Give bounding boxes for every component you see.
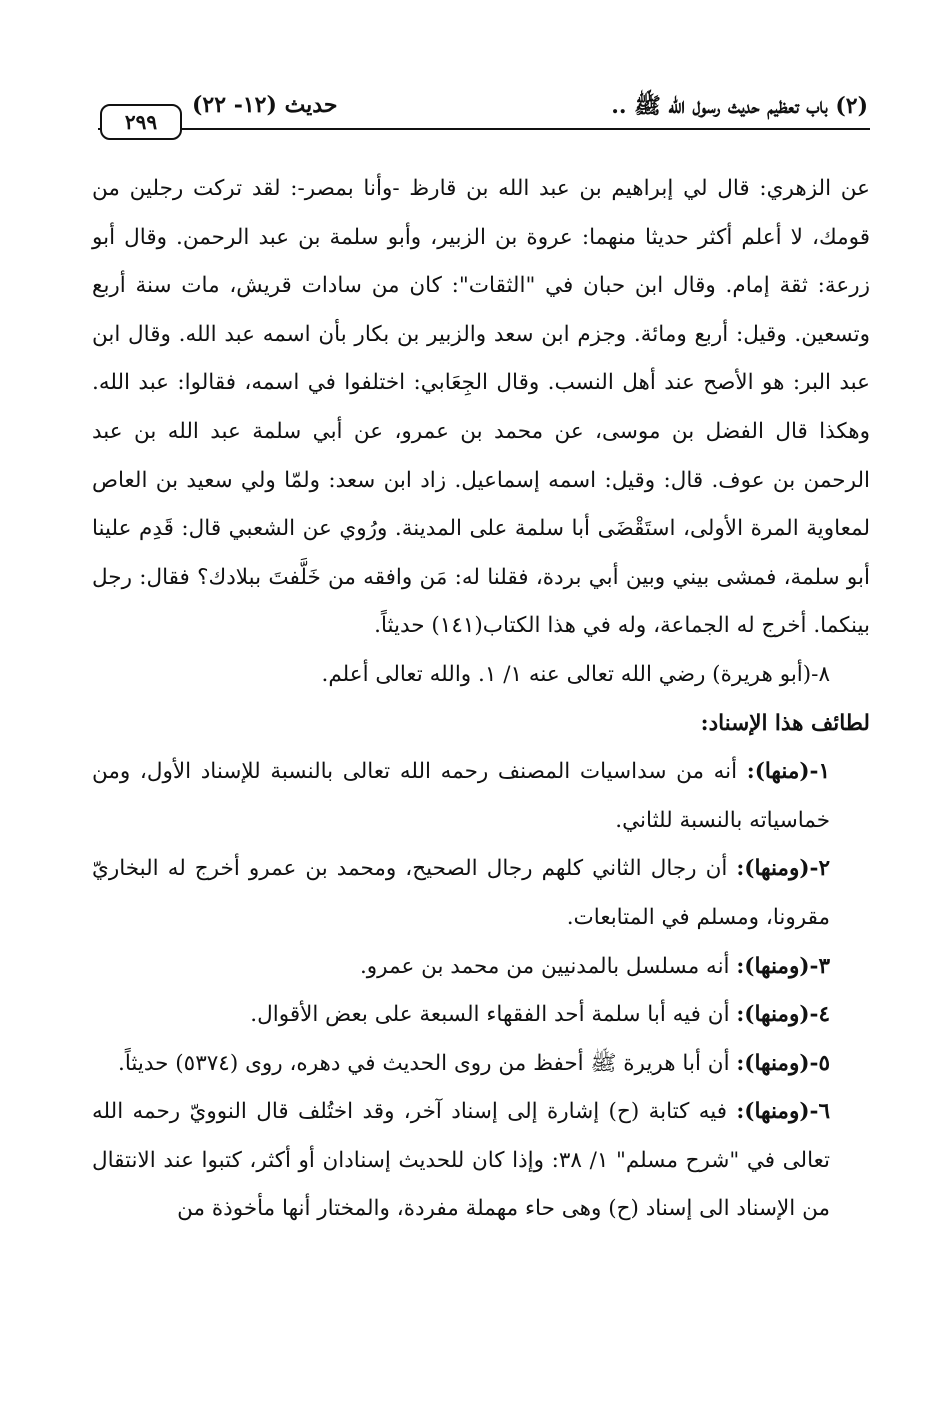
item-text: أن رجال الثاني كلهم رجال الصحيح، ومحمد بن عمرو أخرج له البخاريّ مقرونا، ومسلم في المتابعات.: [92, 856, 830, 930]
chapter-title: (٢) باب تعظيم حديث رسول الله ﷺ ..: [611, 93, 868, 119]
page-header: [98, 92, 870, 144]
list-item: [92, 748, 870, 845]
item-lead: ٥-(ومنها):: [736, 1050, 830, 1076]
section-heading: لطائف هذا الإسناد:: [700, 710, 870, 736]
list-item: [92, 1040, 870, 1089]
list-item: [92, 1088, 870, 1234]
item-lead: ٣-(ومنها):: [736, 953, 830, 979]
paragraph-narrator-bio: عن الزهري: قال لي إبراهيم بن عبد الله بن قارظ -وأنا بمصر-: لقد تركت رجلين من قومك، لا أعلم أكثر حديثا منهما: عروة بن الزبير، وأبو سلمة بن عبد الرحمن. وقال أبو زرعة: ثقة إمام. وقال ابن حبان في "الثقات": كان من سادات قريش، مات سنة أربع وتسعين. وقيل: أربع ومائة. وجزم ابن سعد والزبير بن بكار بأن اسمه عبد الله. وقال ابن عبد البر: هو الأصح عند أهل النسب. وقال الجِعَابي: اختلفوا في اسمه، فقالوا: عبد الله. وهكذا قال الفضل بن موسى، عن محمد بن عمرو، عن أبي سلمة عبد الله بن عبد الرحمن بن عوف. قال: وقيل: اسمه إسماعيل. زاد ابن سعد: ولمّا ولي سعيد بن العاص لمعاوية المرة الأولى، استَقْضَى أبا سلمة على المدينة. ورُوي عن الشعبي قال: قَدِم علينا أبو سلمة، فمشى بيني وبين أبي بردة، فقلنا له: مَن وافقه من خَلَّفتَ ببلادك؟ فقال: رجل بينكما. أخرج له الجماعة، وله في هذا الكتاب(١٤١) حديثاً.: [92, 176, 870, 639]
item-lead: ١-(منها):: [746, 759, 830, 785]
item-text: أن فيه أبا سلمة أحد الفقهاء السبعة على بعض الأقوال.: [250, 1002, 737, 1028]
header-rule: [98, 128, 870, 130]
item-text: أن أبا هريرة ﷺ أحفظ من روى الحديث في دهره، روى (٥٣٧٤) حديثاً.: [117, 1050, 737, 1076]
item-text: أنه مسلسل بالمدنيين من محمد بن عمرو.: [359, 953, 737, 979]
item-lead: ٢-(ومنها):: [736, 856, 830, 882]
item-text: أنه من سداسيات المصنف رحمه الله تعالى بالنسبة للإسناد الأول، ومن خماسياته بالنسبة للثاني.: [92, 759, 830, 833]
page-number: ٢٩٩: [100, 104, 182, 140]
list-item: [92, 991, 870, 1040]
list-item: [92, 943, 870, 992]
item-lead: ٤-(ومنها):: [736, 1002, 830, 1028]
item-lead: ٦-(ومنها):: [736, 1099, 830, 1125]
page-body: [92, 165, 870, 1234]
paragraph-abu-hurayra: ٨-(أبو هريرة) رضي الله تعالى عنه ١/ ١. والله تعالى أعلم.: [321, 661, 830, 687]
hadith-range: حديث (١٢- ٢٢): [192, 92, 338, 118]
list-item: [92, 845, 870, 942]
item-text: فيه كتابة (ح) إشارة إلى إسناد آخر، وقد اختُلف قال النوويّ رحمه الله تعالى في "شرح مسلم" ١/ ٣٨: وإذا كان للحديث إسنادان أو أكثر، كتبوا عند الانتقال من الإسناد الى إسناد (ح) وهى حاء مهملة مفردة، والمختار أنها مأخوذة من: [92, 1099, 831, 1222]
